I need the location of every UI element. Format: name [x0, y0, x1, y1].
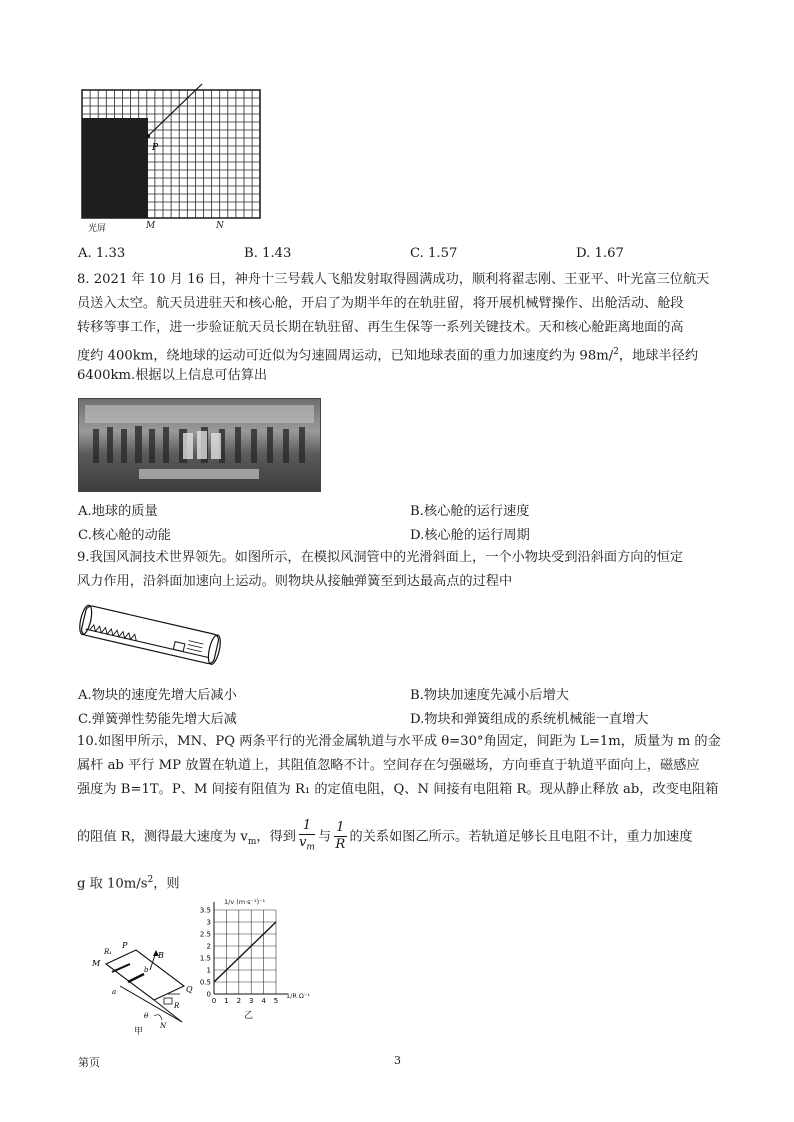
point-n-label: N: [216, 221, 224, 231]
wind-tunnel-figure: [76, 600, 226, 670]
q8-line-2: 员送入太空。航天员进驻天和核心舱，开启了为期半年的在轨驻留，将开展机械臂操作、出舱活动、舱段: [77, 296, 684, 311]
q10-line-5: g 取 $10m/s^2$，则: [77, 875, 180, 892]
figure-yi: [196, 896, 316, 1026]
label-p: P: [122, 941, 128, 950]
label-q: Q: [186, 985, 193, 994]
label-r: R: [174, 1002, 180, 1010]
figure-jia: [84, 936, 200, 1036]
fraction-1-over-r: $\frac{1}{R}$: [335, 820, 346, 853]
light-screen-block: [82, 118, 148, 218]
series-line-0: [214, 922, 276, 982]
y-tick-label-6: 3: [206, 918, 211, 927]
y-tick-label-5: 2.5: [199, 930, 211, 939]
q8-option-d: D.核心舱的运行周期: [410, 528, 530, 543]
y-tick-label-3: 1.5: [199, 954, 211, 963]
label-a: a: [112, 988, 117, 996]
chart-x-axis-label: 1/R Ω⁻¹: [286, 992, 310, 1000]
astronaut-photo: [78, 398, 321, 492]
x-tick-label-3: 3: [248, 997, 254, 1005]
y-tick-label-7: 3.5: [199, 906, 211, 915]
q8-line-1: 8. 2021 年 10 月 16 日，神舟十三号载人飞船发射取得圆满成功，顺利将翟志刚、王亚平、叶光富三位航天: [77, 272, 710, 287]
label-r1: R₁: [104, 948, 113, 956]
wind-tunnel-diagram: [76, 600, 226, 670]
label-n: N: [160, 1022, 167, 1030]
q7-option-d: D. 1.67: [576, 246, 624, 261]
y-tick-label-1: 0.5: [199, 978, 211, 987]
q9-option-a: A.物块的速度先增大后减小: [78, 688, 237, 703]
x-tick-label-5: 5: [273, 997, 279, 1005]
photo-crowd-shapes: [79, 399, 320, 491]
q8-option-b: B.核心舱的运行速度: [410, 504, 530, 519]
x-tick-label-4: 4: [261, 997, 266, 1005]
q8-option-c: C.核心舱的动能: [78, 528, 171, 543]
label-b: b: [144, 966, 149, 974]
q10-line-4: 的阻值 R，测得最大速度为 $v_m$，得到 $\frac{1}{v_m}$ 与 $\frac{1}{R}$ 的关系如图乙所示。若轨道足够长且电阻不计，重力加速度: [77, 818, 692, 860]
footer-left: 第页: [78, 1056, 100, 1069]
rail-diagram: [84, 936, 200, 1036]
q7-grid-diagram: [78, 82, 268, 224]
figure-yi-caption: 乙: [244, 1011, 254, 1021]
q10-line-2: 属杆 ab 平行 MP 放置在轨道上，其阻值忽略不计。空间存在匀强磁场，方向垂直于轨道平面向上，磁感应: [77, 758, 700, 773]
page-number: 3: [394, 1054, 401, 1067]
q7-option-b: B. 1.43: [244, 246, 292, 261]
x-tick-label-1: 1: [224, 997, 229, 1005]
rod-ab: [128, 974, 144, 982]
label-theta: θ: [144, 1012, 149, 1020]
label-B: B: [158, 951, 164, 960]
q8-option-a: A.地球的质量: [78, 504, 158, 519]
y-tick-label-0: 0: [206, 990, 211, 999]
fraction-1-over-vm: $\frac{1}{v_m}$: [298, 818, 315, 853]
x-tick-label-2: 2: [236, 997, 242, 1005]
q8-line-4: 度约 400km，绕地球的运动可近似为匀速圆周运动，已知地球表面的重力加速度约为 98m/$^2$，地球半径约: [77, 347, 699, 364]
y-tick-label-2: 1: [206, 966, 211, 975]
q9-line-1: 9.我国风洞技术世界领先。如图所示，在模拟风洞管中的光滑斜面上，一个小物块受到沿斜面方向的恒定: [77, 550, 684, 565]
chart-y-axis-label: 1/v (m·s⁻¹)⁻¹: [224, 898, 266, 906]
q8-line-3: 转移等事工作，进一步验证航天员长期在轨驻留、再生生保等一系列关键技术。天和核心舱距离地面的高: [77, 320, 684, 335]
figure-jia-caption: 甲: [134, 1027, 144, 1037]
q9-option-b: B.物块加速度先减小后增大: [410, 688, 569, 703]
screen-label-text: 光屏: [88, 224, 107, 234]
q7-figure: [78, 82, 268, 234]
q7-option-c: C. 1.57: [410, 246, 458, 261]
q9-line-2: 风力作用，沿斜面加速向上运动。则物块从接触弹簧至到达最高点的过程中: [77, 574, 513, 589]
point-m-label: M: [146, 221, 156, 231]
q9-option-c: C.弹簧弹性势能先增大后减: [78, 712, 237, 727]
point-p-label: P: [152, 143, 159, 153]
x-tick-label-0: 0: [211, 997, 217, 1005]
q10-line-3: 强度为 B=1T。P、M 间接有阻值为 R₁ 的定值电阻，Q、N 间接有电阻箱 R。现从静止释放 ab，改变电阻箱: [77, 782, 719, 797]
y-tick-label-4: 2: [206, 942, 211, 951]
q9-option-d: D.物块和弹簧组成的系统机械能一直增大: [410, 712, 649, 727]
q10-line-1: 10.如图甲所示，MN、PQ 两条平行的光滑金属轨道与水平成 θ=30°角固定，间距为 L=1m，质量为 m 的金: [77, 734, 721, 749]
label-m: M: [92, 959, 101, 968]
q8-line-5: 6400km.根据以上信息可估算出: [77, 368, 268, 383]
block: [173, 642, 185, 652]
q7-option-a: A. 1.33: [78, 246, 126, 261]
